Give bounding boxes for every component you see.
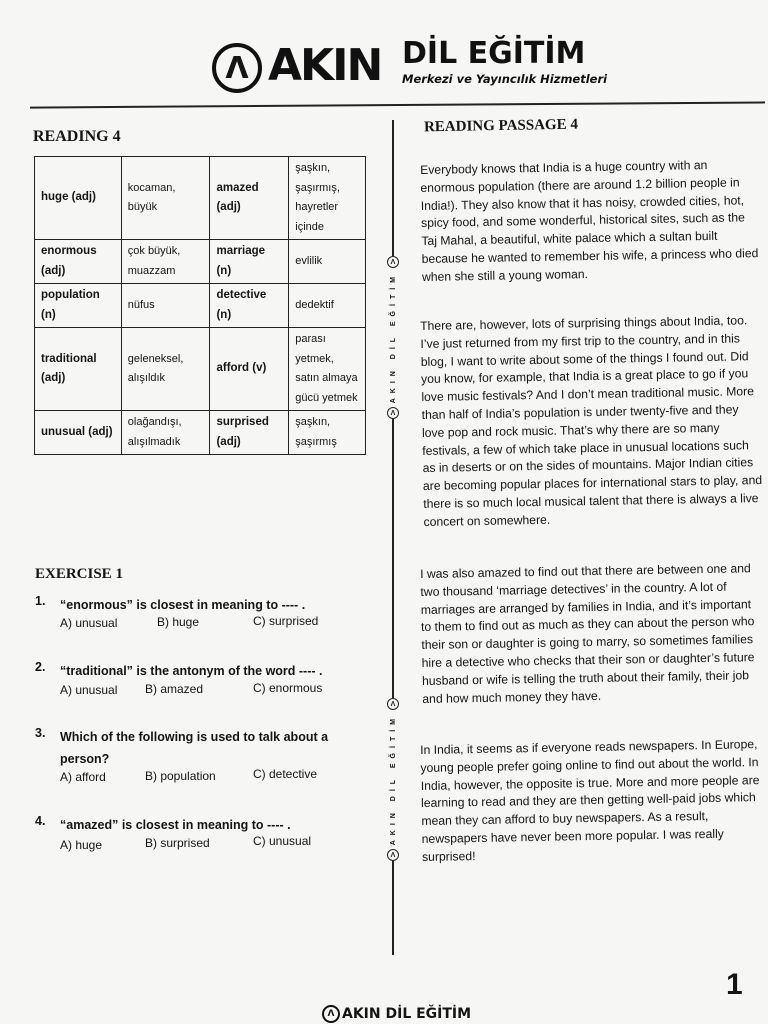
vocabulary-table [34, 156, 366, 455]
option-c[interactable]: C) detective [253, 767, 318, 781]
option-b[interactable]: B) population [145, 769, 216, 783]
table-row [35, 157, 366, 240]
vocab-translation: parası yetmek, satın almaya gücü yetmek [289, 328, 366, 411]
vocab-translation: çok büyük, muazzam [121, 240, 210, 284]
question-stem: Which of the following is used to talk about a person? [60, 730, 329, 766]
vocab-translation: evlilik [289, 240, 366, 284]
vocab-word: huge (adj) [35, 157, 122, 240]
divider-brand-text: AKIN DİL EĞİTİM [389, 272, 397, 404]
passage-paragraph: There are, however, lots of surprising things about India, too. I’ve just returned from my first trip to the country, and in this blog, I want to write about some of the things I found out. Did you know, for example, that India is a great place to go if you love music festivals? And I don’t mean traditional music. More than half of India’s population is under twenty-five and they love pop and rock music. That’s why there are so many festivals, a few of which take place in unusual locations such as in deserts or on the sides of mountains. Major Indian cities are becoming popular places for international stars to play, and there is so much local musical talent that there is always a live concert on somewhere. [420, 313, 763, 529]
divider-brand [384, 698, 402, 861]
logo-subtitle: Merkezi ve Yayıncılık Hizmetleri [402, 72, 608, 86]
brand-mark-icon: Λ [387, 256, 399, 268]
option-a[interactable]: A) unusual [60, 683, 118, 697]
vocab-word: population (n) [35, 284, 122, 328]
vocab-word: amazed (adj) [210, 157, 289, 240]
logo-brand-dil: DİL EĞİTİM [402, 36, 586, 71]
vocab-word: unusual (adj) [35, 411, 122, 455]
logo-mark-glyph: Λ [225, 50, 249, 86]
vocab-word: detective (n) [210, 284, 289, 328]
option-b[interactable]: B) amazed [145, 682, 204, 696]
vocab-translation: geleneksel, alışıldık [121, 328, 210, 411]
page-number: 1 [726, 968, 743, 1001]
vocab-translation: dedektif [289, 284, 366, 328]
vocab-translation: şaşkın, şaşırmış, hayretler içinde [289, 157, 366, 240]
vocab-translation: nüfus [121, 284, 210, 328]
divider-brand [384, 256, 402, 419]
question-number: 2. [35, 660, 46, 674]
brand-mark-icon: Λ [387, 849, 399, 861]
option-c[interactable]: C) enormous [253, 681, 323, 695]
vocab-word: marriage (n) [210, 240, 289, 284]
logo-mark-icon: Λ [322, 1005, 340, 1023]
passage-title: READING PASSAGE 4 [423, 116, 579, 136]
header [0, 0, 768, 112]
vocab-translation: şaşkın, şaşırmış [289, 411, 366, 455]
vocab-translation: kocaman, büyük [121, 157, 210, 240]
option-b[interactable]: B) huge [157, 615, 200, 629]
divider-brand-text: AKIN DİL EĞİTİM [389, 714, 397, 846]
footer-logo [322, 1005, 471, 1023]
option-c[interactable]: C) unusual [253, 834, 312, 848]
passage-paragraph: Everybody knows that India is a huge country with an enormous population (there are around 1.2 billion people in India!). They also know that it has noisy, crowded cities, hot, spicy food, and some wonderful, historical sites, such as the Taj Mahal, a beautiful, white palace which a sultan built because he wanted to remember his wife, a princess who died when she still a young woman. [420, 157, 759, 284]
vocab-translation: olağandışı, alışılmadık [121, 411, 210, 455]
vocab-word: surprised (adj) [210, 411, 289, 455]
logo-brand-akin: AKIN [268, 40, 382, 91]
vocab-word: enormous (adj) [35, 240, 122, 284]
question-stem: “traditional” is the antonym of the word ---- . [60, 664, 323, 678]
option-a[interactable]: A) huge [60, 838, 103, 852]
question-number: 1. [35, 594, 46, 608]
logo-mark-icon [212, 43, 262, 93]
vocab-word: afford (v) [210, 328, 289, 411]
reading-title: READING 4 [33, 128, 121, 145]
brand-mark-icon: Λ [387, 407, 399, 419]
question-stem: “enormous” is closest in meaning to ---- . [60, 598, 306, 612]
option-a[interactable]: A) unusual [60, 616, 118, 630]
brand-mark-icon: Λ [387, 698, 399, 710]
exercise-title: EXERCISE 1 [35, 566, 123, 582]
footer-logo-text: AKIN DİL EĞİTİM [342, 1006, 472, 1022]
header-rule [30, 101, 765, 108]
passage-paragraph: In India, it seems as if everyone reads newspapers. In Europe, young people prefer going online to find out about the world. In India, however, the opposite is true. More and more people are learning to read and they are then getting well-paid jobs which mean they can afford to buy newspapers. As a result, newspapers have never been more popular. I was really surprised! [420, 737, 760, 864]
question-number: 3. [35, 726, 46, 740]
table-row [35, 411, 366, 455]
vocab-word: traditional (adj) [35, 328, 122, 411]
question-number: 4. [35, 814, 46, 828]
question-stem: “amazed” is closest in meaning to ---- . [60, 818, 291, 832]
option-b[interactable]: B) surprised [145, 836, 210, 850]
table-row [35, 240, 366, 284]
option-c[interactable]: C) surprised [253, 614, 319, 628]
passage-paragraph: I was also amazed to find out that there are between one and two thousand ‘marriage detectives’ in the country. A lot of marriages are arranged by families in India, and it’s important to them to find out as much as they can about the person who their son or daughter is going to marry, so sometimes families hire a detective who checks that their son or daughter’s future husband or wife is telling the truth about their family, their job and how much money they have. [420, 561, 755, 706]
table-row [35, 284, 366, 328]
option-a[interactable]: A) afford [60, 770, 106, 784]
table-row [35, 328, 366, 411]
